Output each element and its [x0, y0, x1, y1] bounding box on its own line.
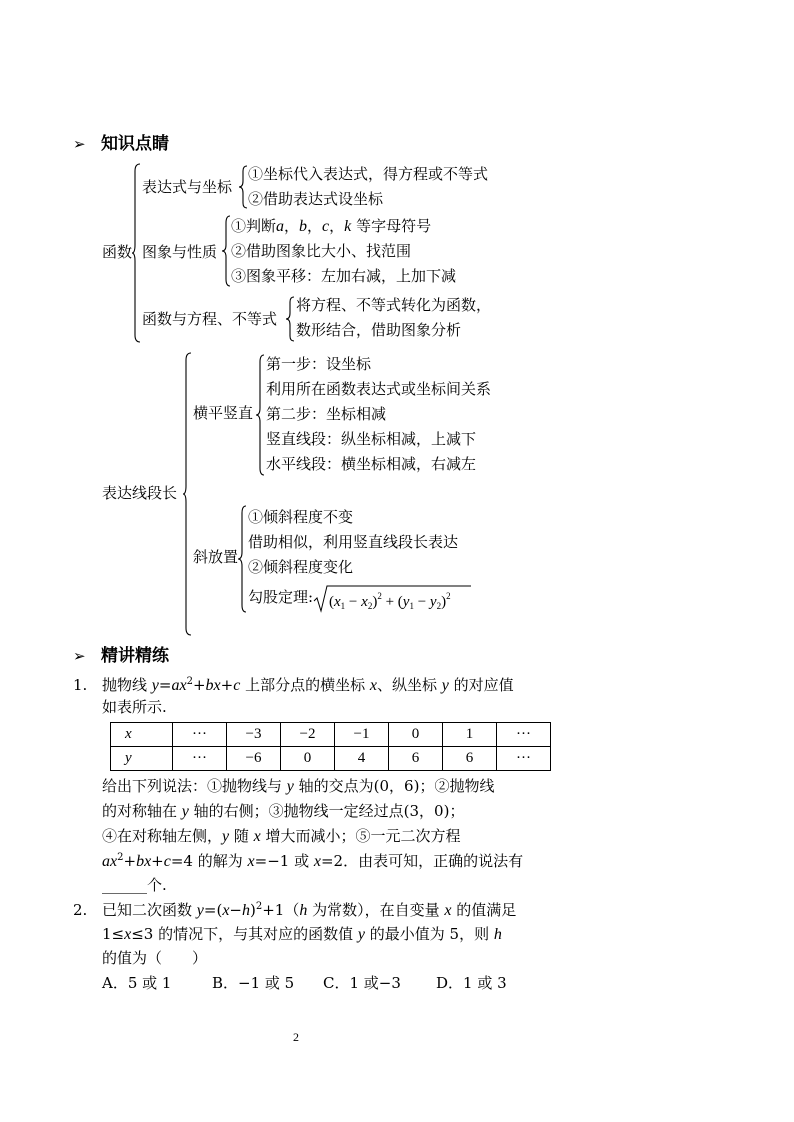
section-title-practice: 精讲精练: [101, 646, 169, 666]
table-cell: −3: [227, 723, 281, 747]
branch-horiz-vert: 横平竖直: [193, 404, 254, 422]
table-cell: ···: [497, 723, 551, 747]
section-bullet-icon: ➢: [73, 647, 86, 665]
table-cell: 0: [389, 723, 443, 747]
branch-expr-coord: 表达式与坐标: [142, 178, 233, 196]
branch-func-eq: 函数与方程、不等式: [142, 310, 278, 328]
q1-statements-line-2: 的对称轴在 y 轴的右侧；③抛物线一定经过点(3，0)；: [102, 802, 465, 820]
q1-answer-blank[interactable]: ______: [102, 876, 147, 894]
func-eq-item-2: 数形结合，借助图象分析: [296, 321, 462, 339]
q2-option-a[interactable]: A．5 或 1: [102, 974, 172, 992]
expr-coord-item-2: ②借助表达式设坐标: [248, 190, 384, 208]
table-cell: 6: [443, 747, 497, 771]
page-number: 2: [293, 1030, 299, 1044]
branch-oblique: 斜放置: [193, 548, 239, 566]
pythag-label: 勾股定理:: [248, 588, 314, 606]
q1-statements-line-4: $ax^2+bx+c=4$ 的解为 x=−1 或 x=2．由表可知，正确的说法有: [102, 852, 524, 870]
q2-option-b[interactable]: B．−1 或 5: [212, 974, 295, 992]
oblique-item-3: ②倾斜程度变化: [248, 558, 354, 576]
oblique-item-2: 借助相似，利用竖直线段长表达: [248, 533, 459, 551]
table-row-x: [111, 723, 551, 747]
table-cell: 6: [389, 747, 443, 771]
horiz-vert-item-1: 第一步：设坐标: [266, 355, 372, 373]
q1-value-table: [110, 722, 551, 771]
q1-statements-line-3: ④在对称轴左侧，y 随 x 增大而减小；⑤一元二次方程: [102, 827, 461, 845]
table-cell: −6: [227, 747, 281, 771]
image-prop-item-1: ①判断a，b，c，k 等字母符号: [231, 217, 432, 235]
section-title-knowledge: 知识点睛: [101, 134, 169, 154]
table-cell: ···: [173, 747, 227, 771]
pythag-formula: [313, 584, 473, 614]
q2-option-c[interactable]: C．1 或−3: [323, 974, 401, 992]
brace-segment: [183, 352, 193, 636]
q2-option-d[interactable]: D．1 或 3: [436, 974, 507, 992]
q2-number: 2.: [73, 901, 88, 919]
oblique-item-1: ①倾斜程度不变: [248, 508, 354, 526]
q2-stem-line-1: 已知二次函数 $y=(x-h)^2+1(h$ 为常数），在自变量 x 的值满足: [102, 901, 517, 919]
table-cell: 1: [443, 723, 497, 747]
table-header-y: y: [111, 747, 173, 771]
table-cell: 4: [335, 747, 389, 771]
brace-horiz-vert: [256, 354, 266, 476]
image-prop-item-2: ②借助图象比大小、找范围: [231, 242, 412, 260]
horiz-vert-item-3: 第二步：坐标相减: [266, 405, 387, 423]
brace-oblique: [238, 505, 248, 613]
image-prop-item-3: ③图象平移：左加右减，上加下减: [231, 267, 457, 285]
branch-image-prop: 图象与性质: [142, 243, 218, 261]
table-cell: ···: [497, 747, 551, 771]
tree-root-function: 函数: [102, 243, 133, 261]
table-cell: 0: [281, 747, 335, 771]
horiz-vert-item-5: 水平线段：横坐标相减，右减左: [266, 455, 477, 473]
func-eq-item-1: 将方程、不等式转化为函数，: [296, 296, 492, 314]
table-cell: −1: [335, 723, 389, 747]
q1-stem-line-2: 如表所示.: [102, 698, 167, 716]
q2-stem-line-2: 1≤x≤3 的情况下，与其对应的函数值 y 的最小值为 5，则 h: [102, 925, 502, 943]
q1-answer-line: ______个.: [102, 876, 167, 894]
svg-text:(x1 − x2)2 + (y1 − y2)2: $(x_1 - x_2)^2 + (y_1 - y_2)^2$: [329, 591, 451, 611]
table-cell: ···: [173, 723, 227, 747]
tree-root-segment: 表达线段长: [102, 484, 178, 502]
table-header-x: x: [111, 723, 173, 747]
brace-func-eq: [286, 296, 296, 342]
table-cell: −2: [281, 723, 335, 747]
table-row-y: [111, 747, 551, 771]
section-bullet-icon: ➢: [73, 135, 86, 153]
horiz-vert-item-2: 利用所在函数表达式或坐标间关系: [266, 380, 492, 398]
expr-coord-item-1: ①坐标代入表达式，得方程或不等式: [248, 165, 489, 183]
q1-statements-line-1: 给出下列说法：①抛物线与 y 轴的交点为(0，6)；②抛物线: [102, 777, 495, 795]
q1-stem-line-1: 抛物线 $y=ax^2+bx+c$ 上部分点的横坐标 x、纵坐标 y 的对应值: [102, 676, 514, 694]
brace-function: [132, 163, 142, 343]
q1-number: 1.: [73, 676, 88, 694]
q2-stem-line-3: 的值为（ ）: [102, 949, 208, 967]
horiz-vert-item-4: 竖直线段：纵坐标相减，上减下: [266, 430, 477, 448]
